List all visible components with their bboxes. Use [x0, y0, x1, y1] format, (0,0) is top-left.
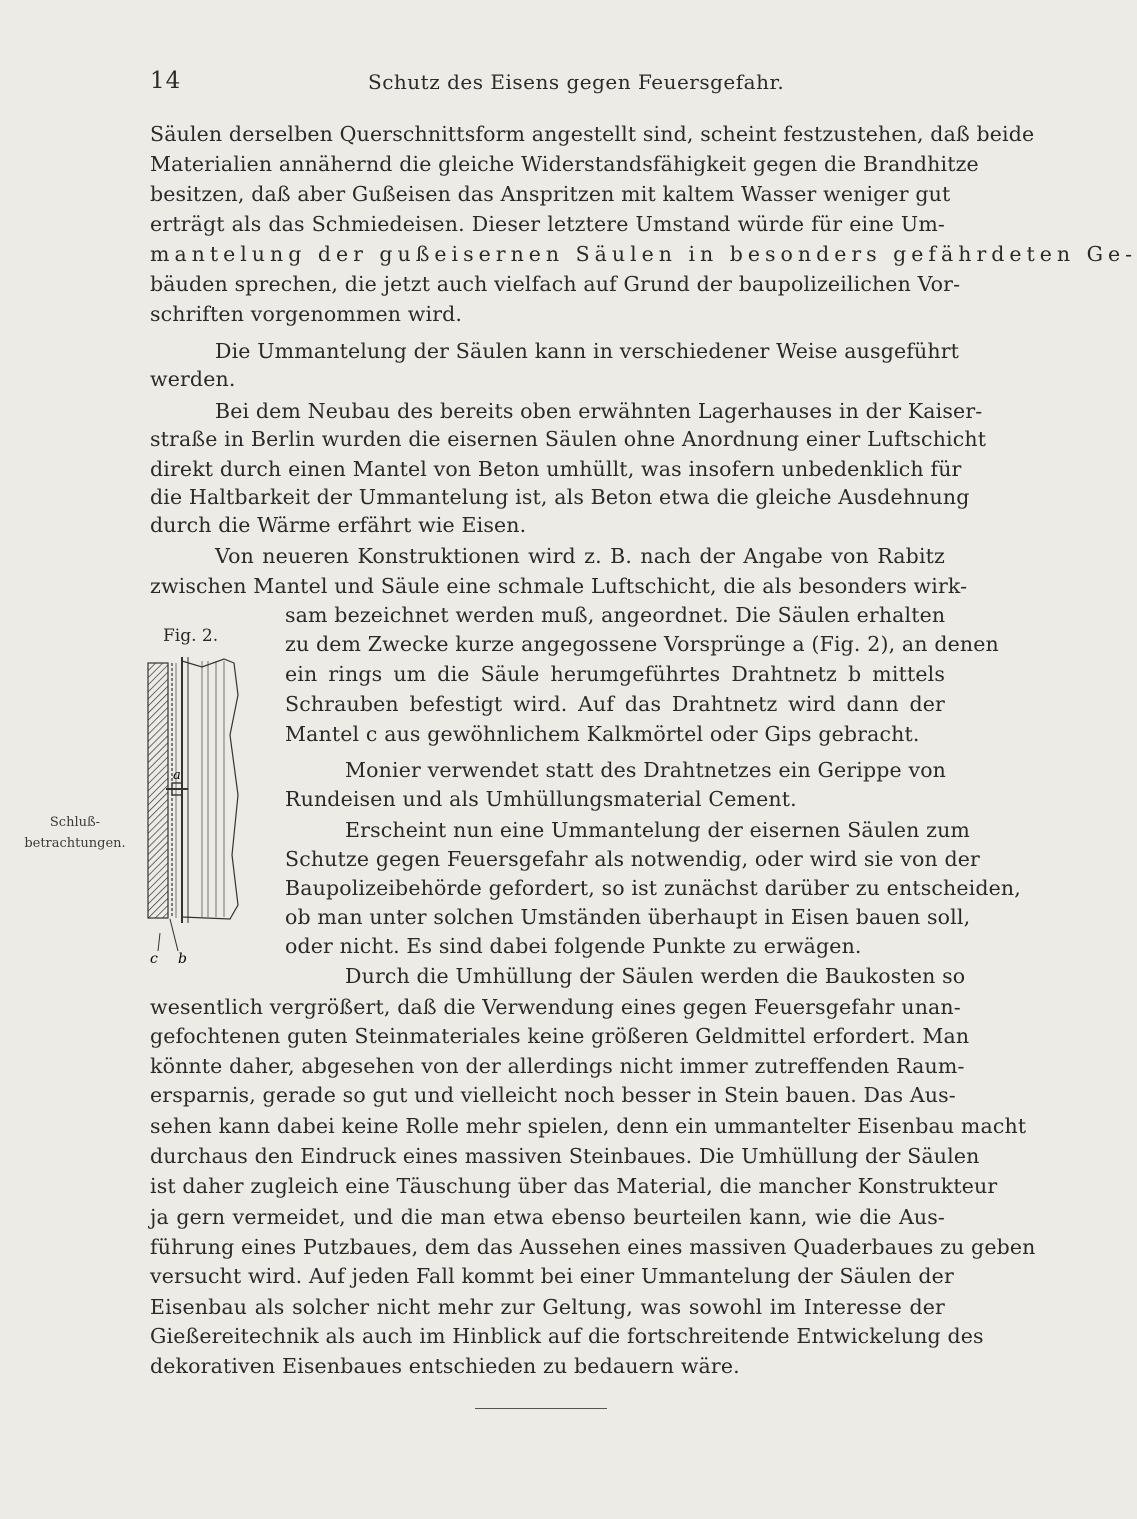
text-line: versucht wird. Auf jeden Fall kommt bei einer Ummantelung der Säulen der — [150, 1264, 954, 1288]
text-line: straße in Berlin wurden die eisernen Säulen ohne Anordnung einer Luftschicht — [150, 427, 987, 451]
text-line: Mantel c aus gewöhnlichem Kalkmörtel oder Gips gebracht. — [285, 722, 920, 746]
text-line: die Haltbarkeit der Ummantelung ist, als Beton etwa die gleiche Ausdehnung — [150, 485, 970, 509]
text-line: Erscheint nun eine Ummantelung der eisernen Säulen zum — [345, 818, 971, 842]
text-line: direkt durch einen Mantel von Beton umhüllt, was insofern unbedenklich für — [150, 457, 962, 481]
text-line: Von neueren Konstruktionen wird z. B. nach der Angabe von Rabitz — [215, 544, 945, 568]
break-line — [182, 659, 238, 919]
text-line: könnte daher, abgesehen von der allerdings nicht immer zutreffenden Raum- — [150, 1054, 965, 1078]
text-line: zwischen Mantel und Säule eine schmale Luftschicht, die als besonders wirk- — [150, 574, 968, 598]
page-header — [150, 68, 930, 102]
text-line: Schutze gegen Feuersgefahr als notwendig, oder wird sie von der — [285, 847, 980, 871]
margin-note — [16, 812, 134, 854]
text-line: Bei dem Neubau des bereits oben erwähnten Lagerhauses in der Kaiser- — [215, 399, 983, 423]
margin-note-line: betrachtungen. — [24, 836, 126, 851]
text-line: mantelung der gußeisernen Säulen in besonders gefährdeten Ge- — [150, 242, 1137, 266]
column-cross-section-figure — [142, 655, 242, 965]
text-line: ist daher zugleich eine Täuschung über das Material, die mancher Konstrukteur — [150, 1174, 998, 1198]
margin-note-line: Schluß- — [49, 815, 101, 830]
text-line: ersparnis, gerade so gut und vielleicht noch besser in Stein bauen. Das Aus- — [150, 1083, 956, 1107]
leader-line-b — [170, 919, 178, 951]
text-line: Rundeisen und als Umhüllungsmaterial Cement. — [285, 787, 797, 811]
text-line: Monier verwendet statt des Drahtnetzes ein Gerippe von — [345, 758, 947, 782]
figure-label-b: b — [178, 951, 187, 967]
text-line: Baupolizeibehörde gefordert, so ist zunächst darüber zu entscheiden, — [285, 876, 1021, 900]
text-line: oder nicht. Es sind dabei folgende Punkte zu erwägen. — [285, 934, 862, 958]
text-line: werden. — [150, 367, 236, 391]
text-line: schriften vorgenommen wird. — [150, 302, 463, 326]
text-line: durch die Wärme erfährt wie Eisen. — [150, 513, 527, 537]
text-line: bäuden sprechen, die jetzt auch vielfach auf Grund der baupolizeilichen Vor- — [150, 272, 961, 296]
text-line: gefochtenen guten Steinmateriales keine größeren Geldmittel erfordert. Man — [150, 1024, 970, 1048]
text-line: wesentlich vergrößert, daß die Verwendung eines gegen Feuersgefahr unan- — [150, 995, 961, 1019]
text-line: Eisenbau als solcher nicht mehr zur Geltung, was sowohl im Interesse der — [150, 1295, 945, 1319]
leader-line-c — [158, 933, 160, 951]
page-number: 14 — [150, 68, 182, 94]
text-line: Säulen derselben Querschnittsform angestellt sind, scheint festzustehen, daß beide — [150, 122, 1035, 146]
text-line: Durch die Umhüllung der Säulen werden die Baukosten so — [345, 964, 966, 988]
text-line: dekorativen Eisenbaues entschieden zu bedauern wäre. — [150, 1354, 740, 1378]
text-line: durchaus den Eindruck eines massiven Steinbaues. Die Umhüllung der Säulen — [150, 1144, 980, 1168]
end-rule — [475, 1408, 607, 1409]
text-line: Schrauben befestigt wird. Auf das Drahtnetz wird dann der — [285, 692, 945, 716]
figure-label-a: a — [173, 768, 181, 783]
text-line: erträgt als das Schmiedeisen. Dieser letztere Umstand würde für eine Um- — [150, 212, 945, 236]
text-line: Gießereitechnik als auch im Hinblick auf die fortschreitende Entwickelung des — [150, 1324, 984, 1348]
text-line: ein rings um die Säule herumgeführtes Drahtnetz b mittels — [285, 662, 945, 686]
text-line: sehen kann dabei keine Rolle mehr spielen, denn ein ummantelter Eisenbau macht — [150, 1114, 1027, 1138]
text-line: Die Ummantelung der Säulen kann in verschiedener Weise ausgeführt — [215, 339, 960, 363]
text-line: ob man unter solchen Umständen überhaupt in Eisen bauen soll, — [285, 905, 971, 929]
figure-label-c: c — [150, 951, 158, 967]
figure-caption: Fig. 2. — [163, 626, 219, 646]
text-line: sam bezeichnet werden muß, angeordnet. Die Säulen erhalten — [285, 603, 946, 627]
text-line: ja gern vermeidet, und die man etwa ebenso beurteilen kann, wie die Aus- — [150, 1205, 945, 1229]
text-line: zu dem Zwecke kurze angegossene Vorsprünge a (Fig. 2), an denen — [285, 632, 999, 656]
running-title: Schutz des Eisens gegen Feuersgefahr. — [368, 70, 785, 94]
mantle-section — [148, 663, 168, 918]
text-line: führung eines Putzbaues, dem das Aussehen eines massiven Quaderbaues zu geben — [150, 1235, 1036, 1259]
text-line: Materialien annähernd die gleiche Widerstandsfähigkeit gegen die Brandhitze — [150, 152, 979, 176]
text-line: besitzen, daß aber Gußeisen das Anspritzen mit kaltem Wasser weniger gut — [150, 182, 951, 206]
